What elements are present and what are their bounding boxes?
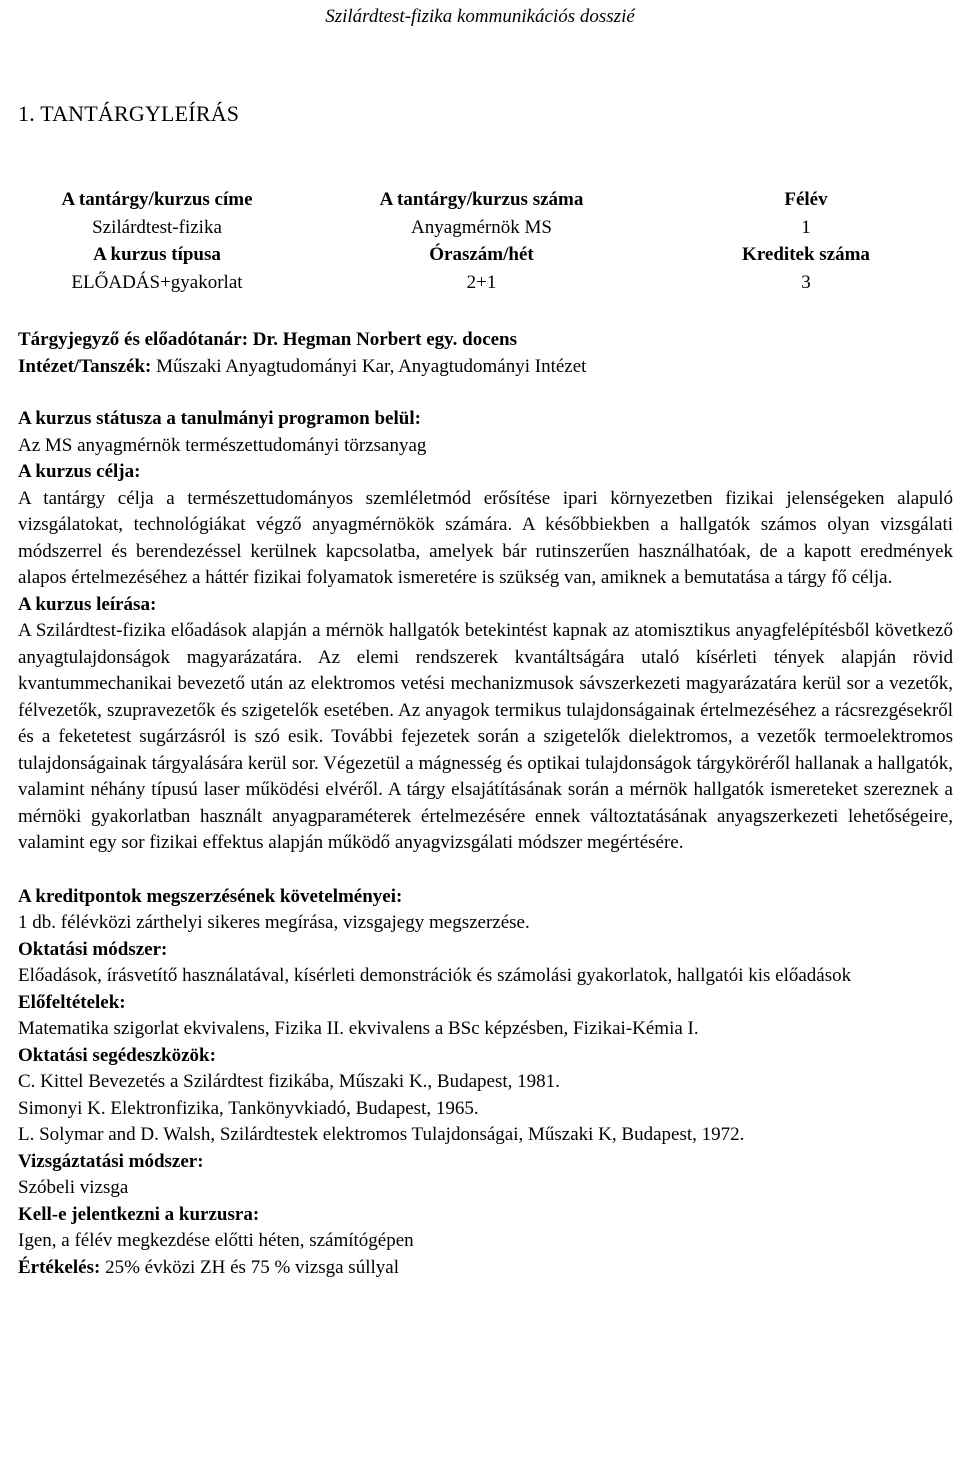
exam-method-label: Vizsgáztatási módszer:: [18, 1150, 204, 1172]
evaluation-text: 25% évközi ZH és 75 % vizsga súllyal: [100, 1256, 399, 1278]
section-title: 1. TANTÁRGYLEÍRÁS: [18, 101, 240, 126]
prerequisites-text: Matematika szigorlat ekvivalens, Fizika II. ekvivalens a BSc képzésben, Fizikai-Kémia I.: [18, 1018, 699, 1039]
department-line: [18, 354, 953, 381]
teaching-aid-item: Simonyi K. Elektronfizika, Tankönyvkiadó, Budapest, 1965.: [18, 1097, 479, 1119]
evaluation-label: Értékelés:: [18, 1256, 101, 1278]
course-info-table: [18, 186, 945, 297]
evaluation-line: [18, 1255, 953, 1282]
teaching-method-label: Oktatási módszer:: [18, 938, 168, 960]
table-cell: Kreditek száma: [742, 244, 870, 266]
table-cell: Anyagmérnök MS: [411, 216, 552, 238]
goal-text: A tantárgy célja a természettudományos szemléletmód erősítése ipari környezetben fizikai jelenségeken alapuló vizsgálatokat, technológiákat végző anyagmérnökök számára. A későbbiekben a hallgatók számos olyan vizsgálati módszerrel és berendezéssel kerülnek kapcsolatba, amelyek bár rutinszerűen használhatóak, de a kapott eredmények alapos értelmezéséhez a háttér fizikai folyamatok ismeretére is szükség van, amiknek a bemutatása a tárgy fő célja.: [18, 487, 953, 588]
table-cell: 3: [801, 272, 811, 294]
lecturer-label: Tárgyjegyző és előadótanár: Dr. Hegman Norbert egy. docens: [18, 329, 518, 350]
description-label: A kurzus leírása:: [18, 593, 157, 615]
table-cell: A kurzus típusa: [93, 244, 221, 266]
table-cell: 1: [801, 216, 811, 238]
lecturer-line: [18, 327, 953, 354]
status-label: A kurzus státusza a tanulmányi programon belül:: [18, 408, 421, 429]
prerequisites-label: Előfeltételek:: [18, 991, 126, 1013]
course-description: [18, 327, 953, 1281]
teaching-aid-item: C. Kittel Bevezetés a Szilárdtest fizikába, Műszaki K., Budapest, 1981.: [18, 1071, 560, 1092]
credit-requirements-label: A kreditpontok megszerzésének követelményei:: [18, 885, 403, 907]
running-header: Szilárdtest-fizika kommunikációs dosszié: [325, 6, 635, 27]
registration-text: Igen, a félév megkezdése előtti héten, számítógépen: [18, 1230, 414, 1251]
table-row: [18, 186, 945, 214]
department-value: Műszaki Anyagtudományi Kar, Anyagtudományi Intézet: [151, 355, 587, 377]
table-row: [18, 241, 945, 269]
credit-requirements-text: 1 db. félévközi zárthelyi sikeres megírása, vizsgajegy megszerzése.: [18, 912, 530, 933]
table-cell: ELŐADÁS+gyakorlat: [71, 272, 243, 294]
table-cell: A tantárgy/kurzus címe: [61, 189, 253, 210]
exam-method-text: Szóbeli vizsga: [18, 1177, 129, 1198]
department-label: Intézet/Tanszék:: [18, 355, 152, 377]
registration-label: Kell-e jelentkezni a kurzusra:: [18, 1203, 260, 1225]
teaching-method-text: Előadások, írásvetítő használatával, kísérleti demonstrációk és számolási gyakorlatok, hallgatói kis előadások: [18, 965, 852, 986]
table-cell: Szilárdtest-fizika: [92, 216, 222, 238]
goal-label: A kurzus célja:: [18, 461, 141, 482]
status-value: Az MS anyagmérnök természettudományi törzsanyag: [18, 434, 427, 456]
table-row: [18, 269, 945, 297]
table-cell: 2+1: [466, 272, 497, 294]
table-cell: Félév: [784, 189, 828, 210]
table-row: [18, 214, 945, 242]
table-cell: Óraszám/hét: [429, 244, 534, 266]
teaching-aid-item: L. Solymar and D. Walsh, Szilárdtestek elektromos Tulajdonságai, Műszaki K, Budapest, 1972.: [18, 1124, 745, 1145]
teaching-aids-label: Oktatási segédeszközök:: [18, 1044, 216, 1066]
table-cell: A tantárgy/kurzus száma: [379, 189, 584, 210]
description-text: A Szilárdtest-fizika előadások alapján a mérnök hallgatók betekintést kapnak az atomisztikus anyagfelépítésből következő anyagtulajdonságok magyarázatára. Az elemi rendszerek kvantáltságára utaló kísérleti tények alapján rövid kvantummechanikai bevezető után az elektromos vetési mechanizmusok sávszerkezeti magyarázatára kerül sor a vezetők, félvezetők, szupravezetők és szigetelők esetében. Az anyagok termikus tulajdonságainak értelmezéséhez a rácsrezgésekről és a feketetest sugárzásról is szó esik. További fejezetek során a szigetelők dielektromos, a vezetők termoelektromos tulajdonságainak tárgyalására kerül sor. Végezetül a mágnesség és optikai tulajdonságok tárgyköréről hallanak a hallgatók, valamint néhány típusú laser működési elvéről. A tárgy elsajátításának során a mérnök hallgatók ismereteket szereznek a mérnöki gyakorlatban használt anyagparaméterek értelmezésére ennek változtatásának anyagszerkezeti lehetőségeire, valamint egy sor fizikai effektus alapján működő anyagvizsgálati módszer megértésére.: [18, 620, 953, 853]
